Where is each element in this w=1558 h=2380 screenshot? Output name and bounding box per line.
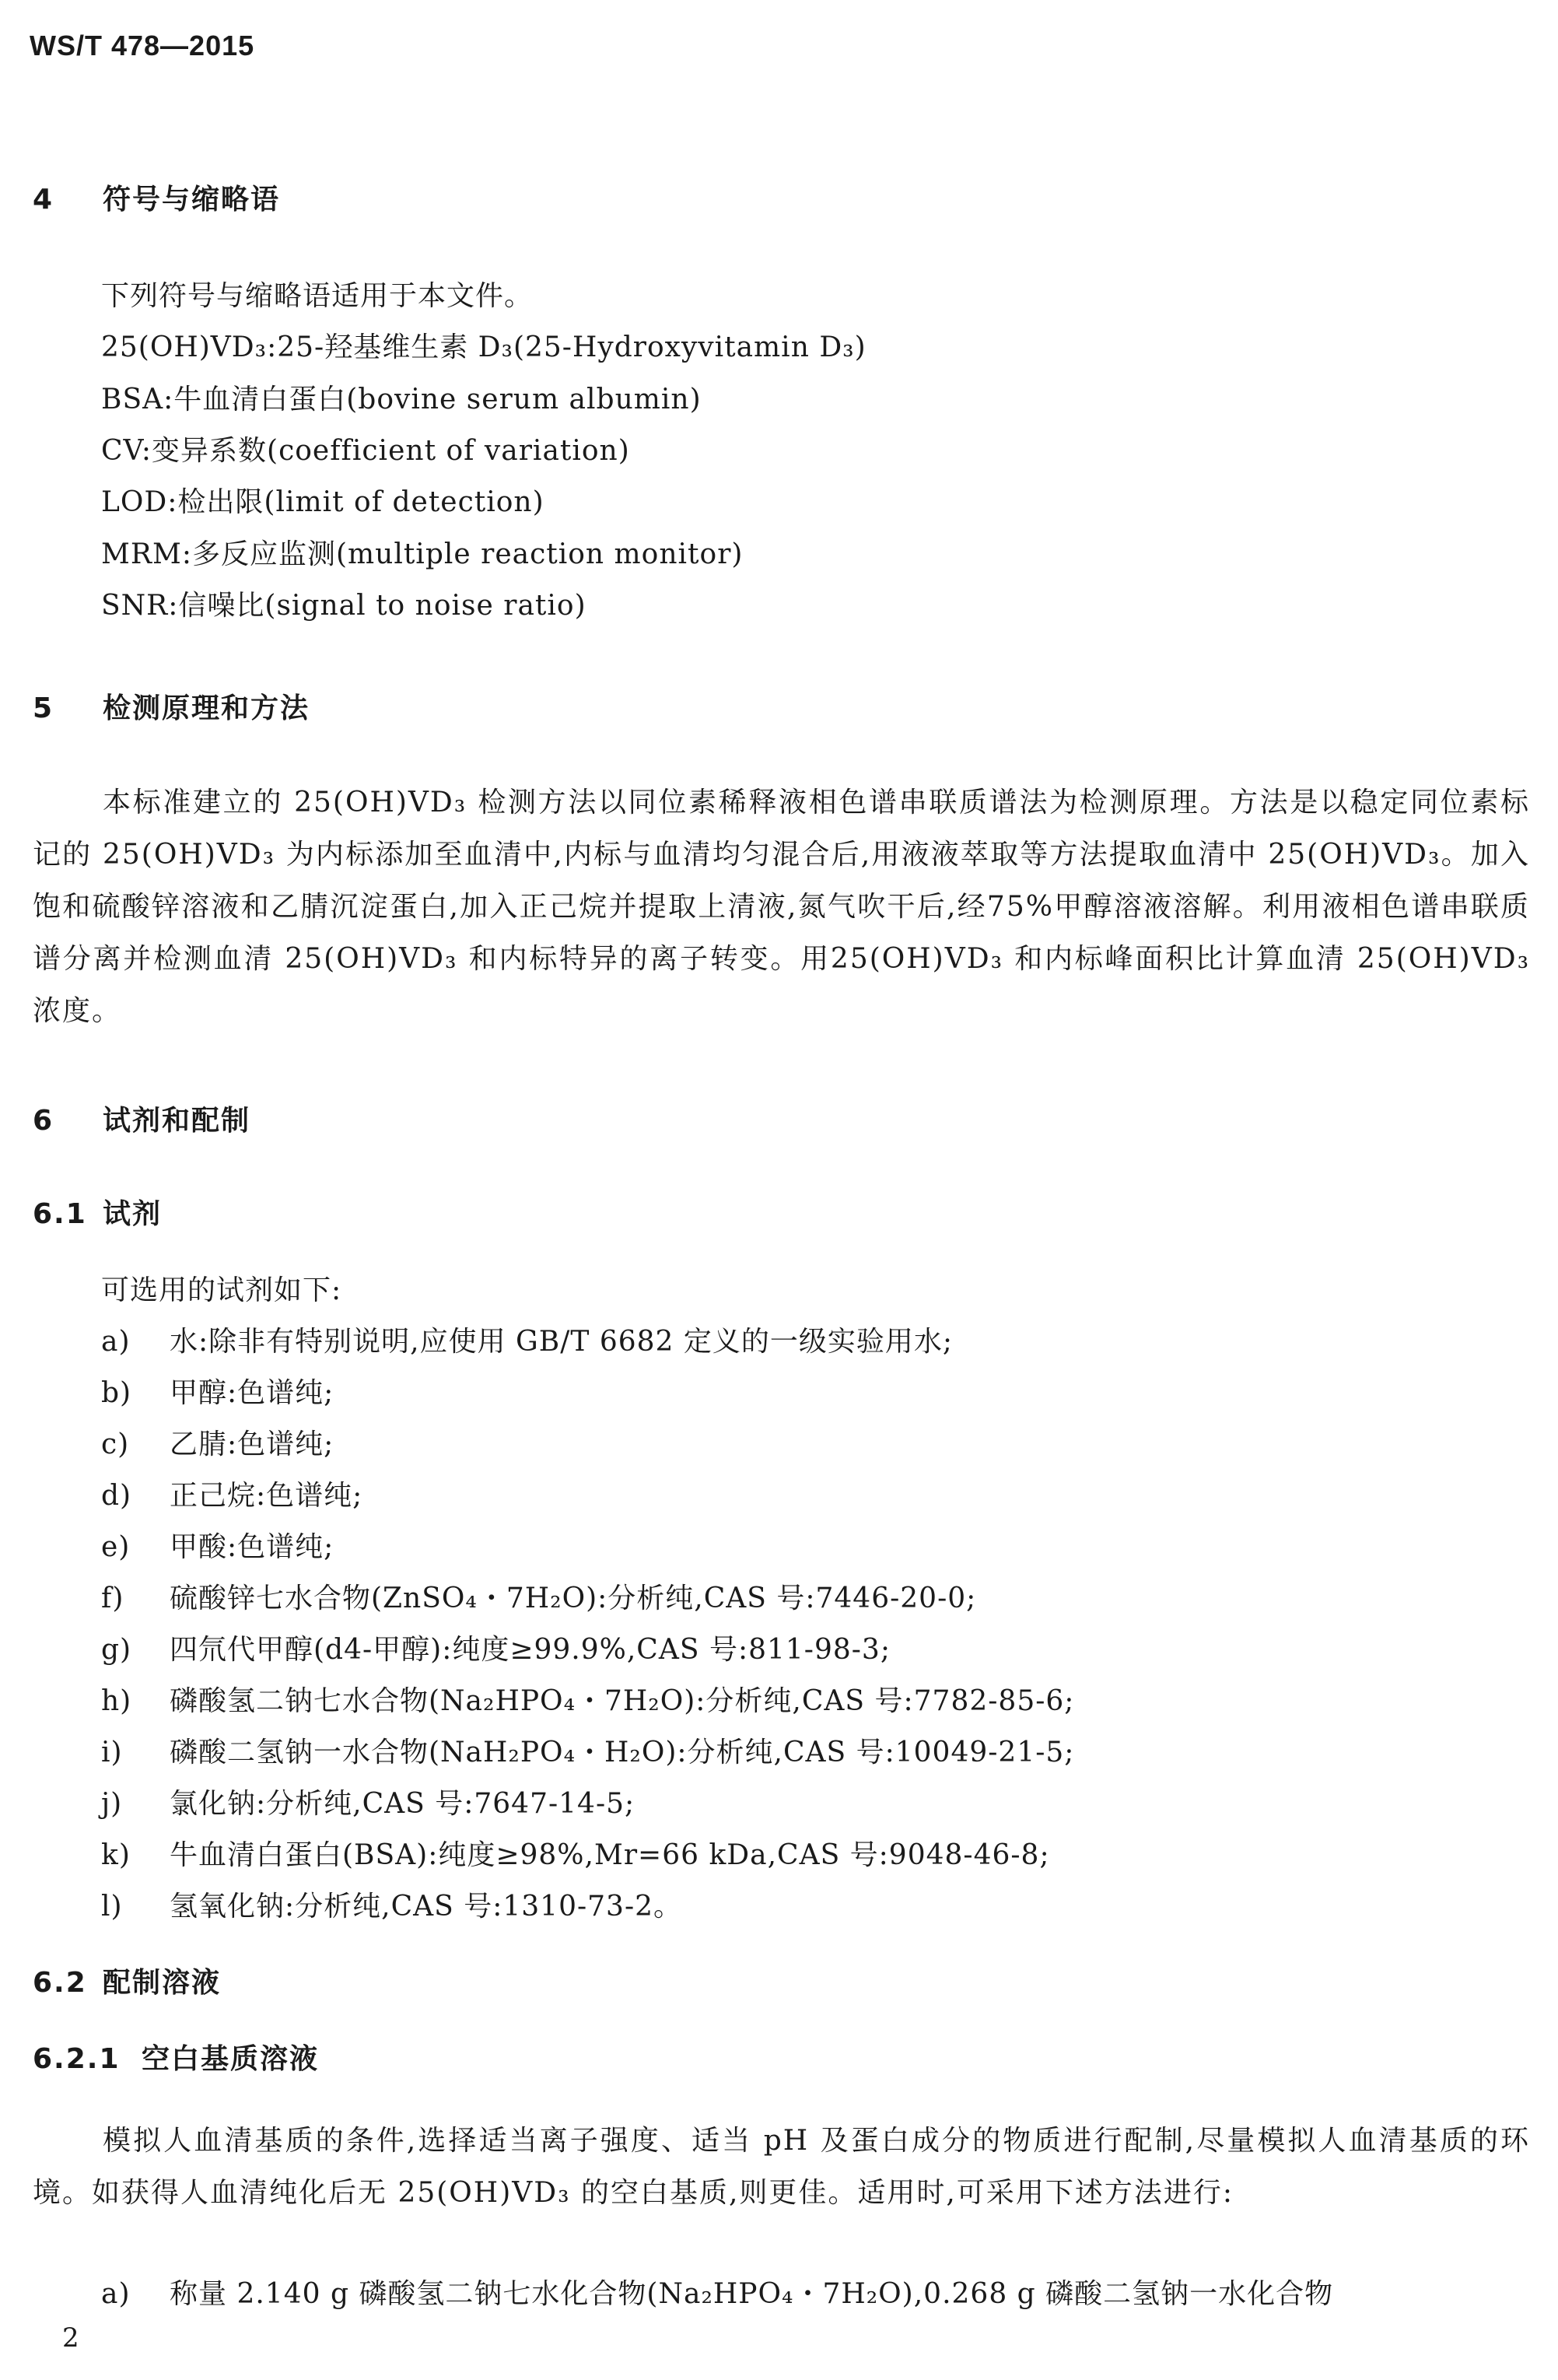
section-4-intro: 下列符号与缩略语适用于本文件。: [101, 280, 534, 312]
item-label: k): [101, 1839, 131, 1871]
reagent-item: [101, 1525, 334, 1565]
item-text: 甲酸:色谱纯;: [170, 1531, 334, 1563]
item-text: 氢氧化钠:分析纯,CAS 号:1310-73-2。: [170, 1891, 683, 1923]
section-title: 检测原理和方法: [103, 692, 310, 724]
item-text: 水:除非有特别说明,应使用 GB/T 6682 定义的一级实验用水;: [170, 1326, 954, 1358]
reagent-item: [101, 1884, 682, 1924]
item-text: 硫酸锌七水合物(ZnSO₄・7H₂O):分析纯,CAS 号:7446-20-0;: [170, 1583, 977, 1614]
abbr-entry: CV:变异系数(coefficient of variation): [101, 435, 630, 467]
item-label: l): [101, 1891, 123, 1923]
item-label: b): [101, 1377, 132, 1409]
procedure-item: [101, 2272, 1333, 2312]
reagent-item: [101, 1730, 1074, 1770]
item-text: 称量 2.140 g 磷酸氢二钠七水化合物(Na₂HPO₄・7H₂O),0.268 g 磷酸二氢钠一水化合物: [170, 2278, 1334, 2310]
abbr-entry: SNR:信噪比(signal to noise ratio): [101, 590, 586, 622]
section-number: 6.2.1: [33, 2043, 121, 2075]
abbr-entry: BSA:牛血清白蛋白(bovine serum albumin): [101, 384, 702, 415]
section-number: 5: [33, 692, 54, 724]
section-5-paragraph: 本标准建立的 25(OH)VD₃ 检测方法以同位素稀释液相色谱串联质谱法为检测原理。方法是以稳定同位素标记的 25(OH)VD₃ 为内标添加至血清中,内标与血清均匀混合后,用液液萃取等方法提取血清中 25(OH)VD₃。加入饱和硫酸锌溶液和乙腈沉淀蛋白,加入正己烷并提取上清液,氮气吹干后,经75%甲醇溶液溶解。利用液相色谱串联质谱分离并检测血清 25(OH)VD₃ 和内标特异的离子转变。用25(OH)VD₃ 和内标峰面积比计算血清 25(OH)VD₃ 浓度。: [33, 787, 1530, 1027]
item-text: 正己烷:色谱纯;: [170, 1480, 363, 1512]
item-label: h): [101, 1685, 132, 1717]
reagent-item: [101, 1833, 1050, 1873]
section-title: 试剂和配制: [103, 1105, 251, 1137]
reagent-item: [101, 1422, 334, 1462]
reagent-item: [101, 1371, 334, 1411]
item-label: f): [101, 1583, 124, 1614]
item-label: e): [101, 1531, 131, 1563]
section-6-1-heading: [33, 1192, 162, 1232]
reagents-intro: 可选用的试剂如下:: [101, 1274, 342, 1306]
item-text: 氯化钠:分析纯,CAS 号:7647-14-5;: [170, 1788, 635, 1820]
page-number: 2: [62, 2322, 79, 2354]
abbr-entry: 25(OH)VD₃:25-羟基维生素 D₃(25-Hydroxyvitamin D₃): [101, 331, 867, 363]
abbr-entry: MRM:多反应监测(multiple reaction monitor): [101, 538, 744, 570]
section-6-heading: [33, 1099, 250, 1138]
item-text: 磷酸二氢钠一水合物(NaH₂PO₄・H₂O):分析纯,CAS 号:10049-21-5;: [170, 1737, 1075, 1768]
section-6-2-heading: [33, 1961, 221, 2000]
item-text: 磷酸氢二钠七水合物(Na₂HPO₄・7H₂O):分析纯,CAS 号:7782-85-6;: [170, 1685, 1075, 1717]
section-6-2-1-paragraph: 模拟人血清基质的条件,选择适当离子强度、适当 pH 及蛋白成分的物质进行配制,尽量模拟人血清基质的环境。如获得人血清纯化后无 25(OH)VD₃ 的空白基质,则更佳。适用时,可采用下述方法进行:: [33, 2125, 1530, 2209]
item-text: 牛血清白蛋白(BSA):纯度≥98%,Mr=66 kDa,CAS 号:9048-46-8;: [170, 1839, 1050, 1871]
section-6-2-1-heading: [33, 2037, 319, 2077]
item-label: a): [101, 2278, 131, 2310]
section-title: 配制溶液: [103, 1967, 222, 1999]
section-4-heading: [33, 177, 280, 217]
section-number: 6: [33, 1105, 54, 1137]
section-number: 6.1: [33, 1198, 87, 1230]
section-title: 试剂: [103, 1198, 163, 1230]
section-number: 6.2: [33, 1967, 87, 1999]
item-text: 乙腈:色谱纯;: [170, 1428, 334, 1460]
item-text: 甲醇:色谱纯;: [170, 1377, 334, 1409]
item-label: g): [101, 1634, 132, 1666]
section-number: 4: [33, 184, 54, 216]
reagent-item: [101, 1679, 1074, 1719]
item-label: i): [101, 1737, 123, 1768]
item-label: a): [101, 1326, 131, 1358]
item-label: c): [101, 1428, 130, 1460]
item-text: 四氘代甲醇(d4-甲醇):纯度≥99.9%,CAS 号:811-98-3;: [170, 1634, 891, 1666]
reagent-item: [101, 1320, 953, 1359]
reagent-item: [101, 1782, 635, 1821]
reagent-item: [101, 1474, 362, 1513]
section-5-heading: [33, 686, 310, 726]
standard-code: WS/T 478—2015: [30, 30, 255, 61]
reagent-item: [101, 1576, 976, 1616]
item-label: d): [101, 1480, 132, 1512]
item-label: j): [101, 1788, 123, 1820]
reagent-item: [101, 1628, 891, 1667]
section-title: 符号与缩略语: [103, 184, 281, 216]
abbr-entry: LOD:检出限(limit of detection): [101, 486, 544, 518]
section-title: 空白基质溶液: [142, 2043, 320, 2075]
